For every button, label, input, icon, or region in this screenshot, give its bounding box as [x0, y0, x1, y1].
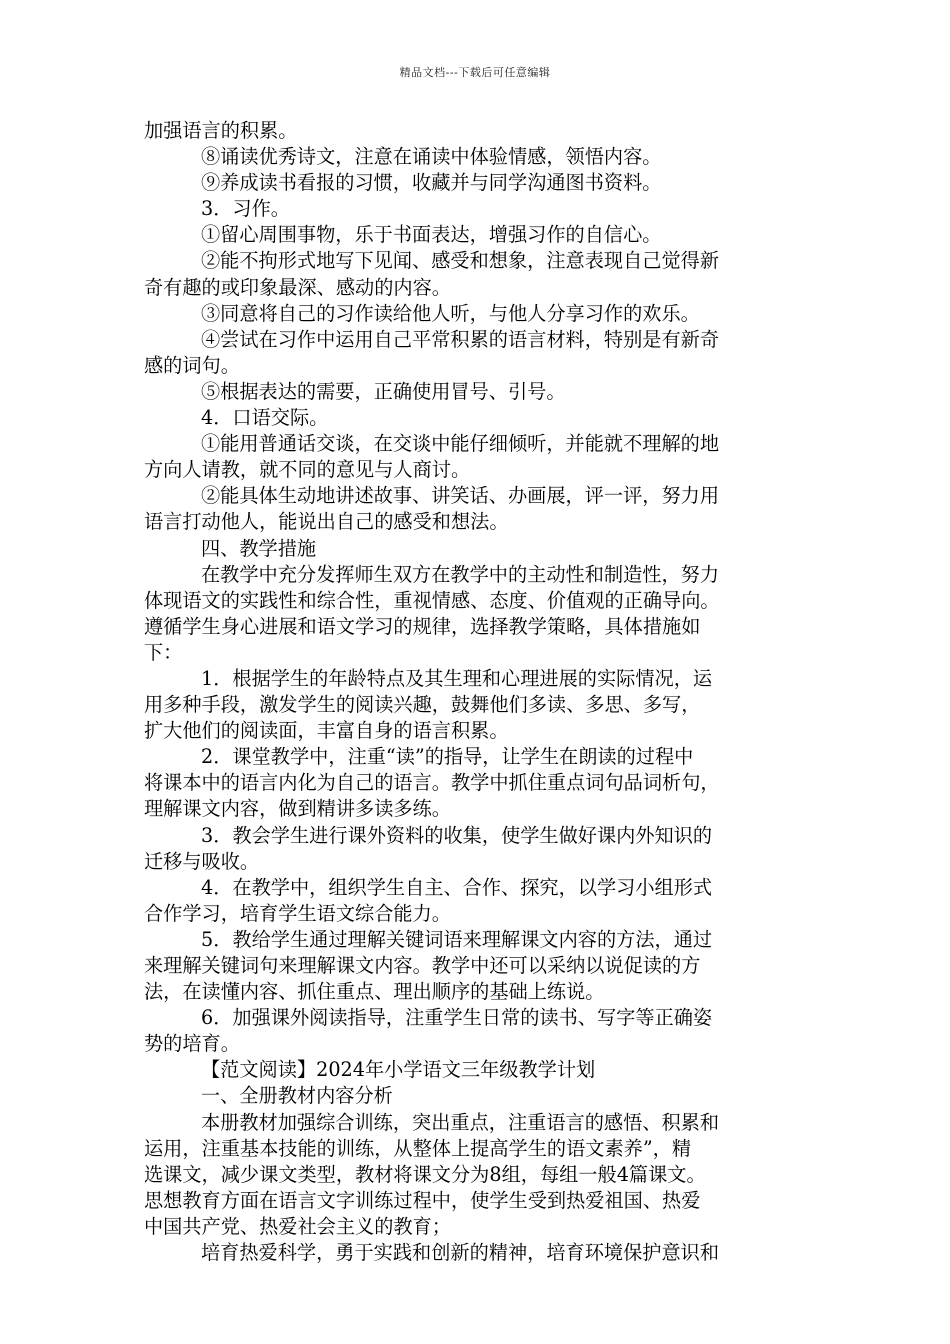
text-line: 语言打动他人，能说出自己的感受和想法。 [144, 510, 509, 534]
text-line: 奇有趣的或印象最深、感动的内容。 [144, 275, 451, 299]
text-line: 4．口语交际。 [201, 406, 329, 430]
text-line: 5．教给学生通过理解关键词语来理解课文内容的方法，通过 [201, 927, 713, 951]
text-line: 选课文，减少课文类型，教材将课文分为8组，每组一般4篇课文。 [144, 1162, 706, 1186]
text-line: 用多种手段，激发学生的阅读兴趣，鼓舞他们多读、多思、多写， [144, 693, 701, 717]
text-line: 中国共产党、热爱社会主义的教育； [144, 1214, 451, 1238]
text-line: 法，在读懂内容、抓住重点、理出顺序的基础上练说。 [144, 980, 605, 1004]
text-line: ⑤根据表达的需要，正确使用冒号、引号。 [201, 379, 566, 403]
text-line: 下： [144, 640, 183, 664]
text-line: 在教学中充分发挥师生双方在教学中的主动性和制造性，努力 [201, 562, 720, 586]
text-line: 将课本中的语言内化为自己的语言。教学中抓住重点词句品词析句， [144, 771, 720, 795]
text-line: 3．习作。 [201, 197, 290, 221]
text-line: 加强语言的积累。 [144, 119, 298, 142]
text-line: 4．在教学中，组织学生自主、合作、探究，以学习小组形式 [201, 875, 713, 899]
text-line: 一、全册教材内容分析 [201, 1084, 393, 1108]
text-line: 理解课文内容，做到精讲多读多练。 [144, 797, 451, 821]
text-line: 扩大他们的阅读面，丰富自身的语言积累。 [144, 719, 509, 743]
text-line: ②能不拘形式地写下见闻、感受和想象，注意表现自己觉得新 [201, 249, 720, 273]
text-line: ⑧诵读优秀诗文，注意在诵读中体验情感，领悟内容。 [201, 145, 662, 169]
text-line: 来理解关键词句来理解课文内容。教学中还可以采纳以说促读的方 [144, 954, 701, 977]
text-line: 感的词句。 [144, 353, 240, 377]
text-line: 合作学习，培育学生语文综合能力。 [144, 901, 451, 925]
text-line: ②能具体生动地讲述故事、讲笑话、办画展，评一评，努力用 [201, 484, 720, 508]
text-line: 遵循学生身心进展和语文学习的规律，选择教学策略，具体措施如 [144, 614, 701, 638]
text-line: 运用，注重基本技能的训练，从整体上提高学生的语文素养”，精 [144, 1136, 692, 1160]
text-line: 迁移与吸收。 [144, 849, 260, 873]
document-body [144, 118, 809, 1266]
text-line: 2．课堂教学中，注重“读”的指导，让学生在朗读的过程中 [201, 745, 694, 769]
text-line: 体现语文的实践性和综合性，重视情感、态度、价值观的正确导向。 [144, 588, 720, 612]
text-line: ⑨养成读书看报的习惯，收藏并与同学沟通图书资料。 [201, 171, 662, 195]
text-line: ③同意将自己的习作读给他人听，与他人分享习作的欢乐。 [201, 301, 700, 325]
text-line: ①能用普通话交谈，在交谈中能仔细倾听，并能就不理解的地 [201, 432, 720, 456]
text-line: ④尝试在习作中运用自己平常积累的语言材料，特别是有新奇 [201, 327, 720, 351]
text-line: 方向人请教，就不同的意见与人商讨。 [144, 458, 471, 482]
text-line: 1．根据学生的年龄特点及其生理和心理进展的实际情况，运 [201, 666, 713, 690]
text-line: 势的培育。 [144, 1032, 240, 1056]
text-line: 培育热爱科学，勇于实践和创新的精神，培育环境保护意识和 [201, 1241, 720, 1265]
text-line: 本册教材加强综合训练，突出重点，注重语言的感悟、积累和 [201, 1110, 720, 1134]
text-line: 四、教学措施 [201, 536, 317, 560]
text-line: 3．教会学生进行课外资料的收集，使学生做好课内外知识的 [201, 823, 713, 847]
text-line: 6．加强课外阅读指导，注重学生日常的读书、写字等正确姿 [201, 1006, 713, 1030]
page-header: 精品文档---下载后可任意编辑 [399, 66, 551, 79]
text-line: ①留心周围事物，乐于书面表达，增强习作的自信心。 [201, 223, 662, 247]
text-line: 【范文阅读】2024年小学语文三年级教学计划 [201, 1058, 596, 1082]
text-line: 思想教育方面在语言文字训练过程中，使学生受到热爱祖国、热爱 [144, 1188, 701, 1212]
